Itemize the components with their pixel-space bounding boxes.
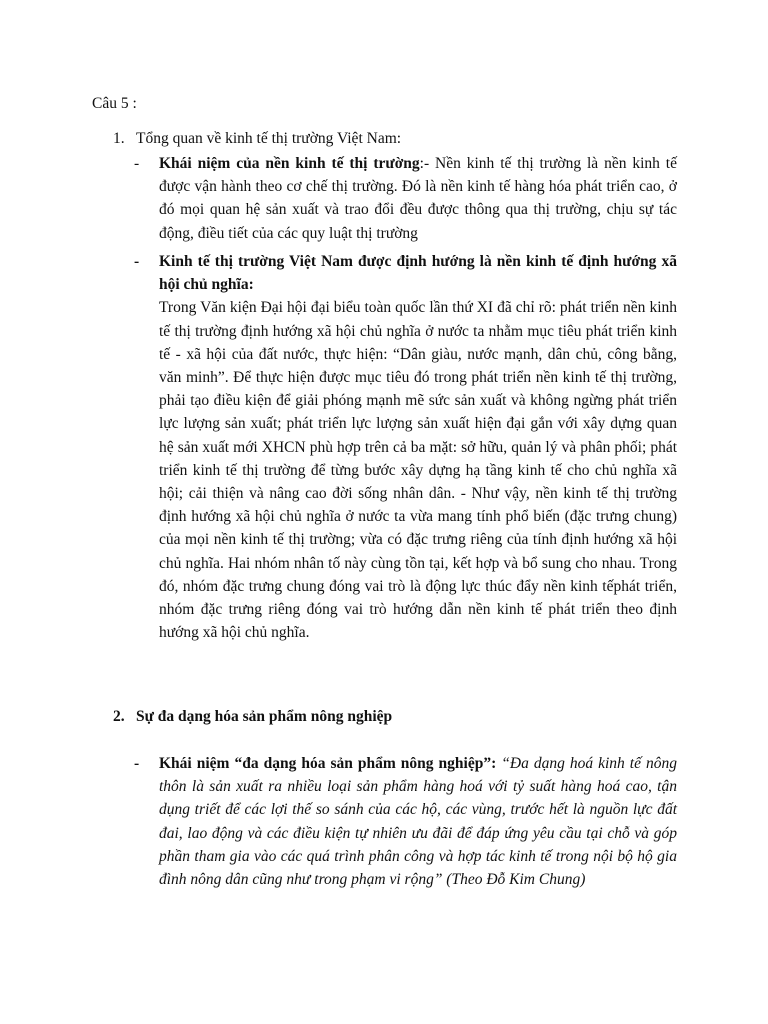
paragraph-socialist-orientation: [159, 250, 677, 644]
paragraph-bold-lead: Khái niệm “đa dạng hóa sản phẩm nông nghiệp”:: [159, 755, 497, 772]
bullet-dash: -: [134, 253, 140, 270]
section-1-number: 1.: [113, 130, 125, 147]
paragraph-market-economy-concept: [159, 152, 677, 245]
bullet-dash: -: [134, 155, 140, 172]
section-2-title: Sự đa dạng hóa sản phẩm nông nghiệp: [136, 708, 393, 725]
paragraph-bold-lead: Kinh tế thị trường Việt Nam được định hướng là nền kinh tế định hướng xã hội chủ nghĩa:: [159, 253, 677, 294]
bullet-dash: -: [134, 755, 140, 772]
section-2-number: 2.: [113, 708, 125, 725]
question-title: Câu 5 :: [92, 95, 137, 112]
section-1-title: Tổng quan về kinh tế thị trường Việt Nam:: [136, 130, 402, 147]
paragraph-italic-quote: “Đa dạng hoá kinh tế nông thôn là sản xuất ra nhiều loại sản phẩm hàng hoá với tỷ suất hàng hoá cao, tận dụng triết để các lợi thế so sánh của các hộ, các vùng, trước hết là nguồn lực đất đai, lao động và các điều kiện tự nhiên ưu đãi để đáp ứng yêu cầu tại chỗ và góp phần tham gia vào các quá trình phân công và hợp tác kinh tế trong nội bộ hộ gia đình nông dân cũng như trong phạm vi rộng” (Theo Đỗ Kim Chung): [159, 755, 678, 889]
paragraph-bold-lead: Khái niệm của nền kinh tế thị trường: [159, 155, 420, 172]
paragraph-body: :- Nền kinh tế thị trường là nền kinh tế được vận hành theo cơ chế thị trường. Đó là nền kinh tế hàng hóa phát triển cao, ở đó mọi quan hệ sản xuất và trao đổi đều được thông qua thị trường, chịu sự tác động, điều tiết của các quy luật thị trường: [159, 155, 677, 242]
paragraph-diversification-concept: [159, 752, 677, 891]
paragraph-body: Trong Văn kiện Đại hội đại biểu toàn quốc lần thứ XI đã chỉ rõ: phát triển nền kinh tế thị trường định hướng xã hội chủ nghĩa ở nước ta nhằm mục tiêu phát triển kinh tế - xã hội của đất nước, thực hiện: “Dân giàu, nước mạnh, dân chủ, công bằng, văn minh”. Để thực hiện được mục tiêu đó trong phát triển nền kinh tế thị trường, phải tạo điều kiện để giải phóng mạnh mẽ sức sản xuất và không ngừng phát triển lực lượng sản xuất; phát triển lực lượng sản xuất hiện đại gắn với xây dựng quan hệ sản xuất mới XHCN phù hợp trên cả ba mặt: sở hữu, quản lý và phân phối; phát triển kinh tế thị trường để từng bước xây dựng hạ tầng kinh tế cho chủ nghĩa xã hội; cải thiện và nâng cao đời sống nhân dân. - Như vậy, nền kinh tế thị trường định hướng xã hội chủ nghĩa ở nước ta vừa mang tính phổ biến (đặc trưng chung) của mọi nền kinh tế thị trường; vừa có đặc trưng riêng của tính định hướng xã hội chủ nghĩa. Hai nhóm nhân tố này cùng tồn tại, kết hợp và bổ sung cho nhau. Trong đó, nhóm đặc trưng chung đóng vai trò là động lực thúc đẩy nền kinh tếphát triển, nhóm đặc trưng riêng đóng vai trò hướng dẫn nền kinh tế phát triển theo định hướng xã hội chủ nghĩa.: [159, 299, 677, 642]
